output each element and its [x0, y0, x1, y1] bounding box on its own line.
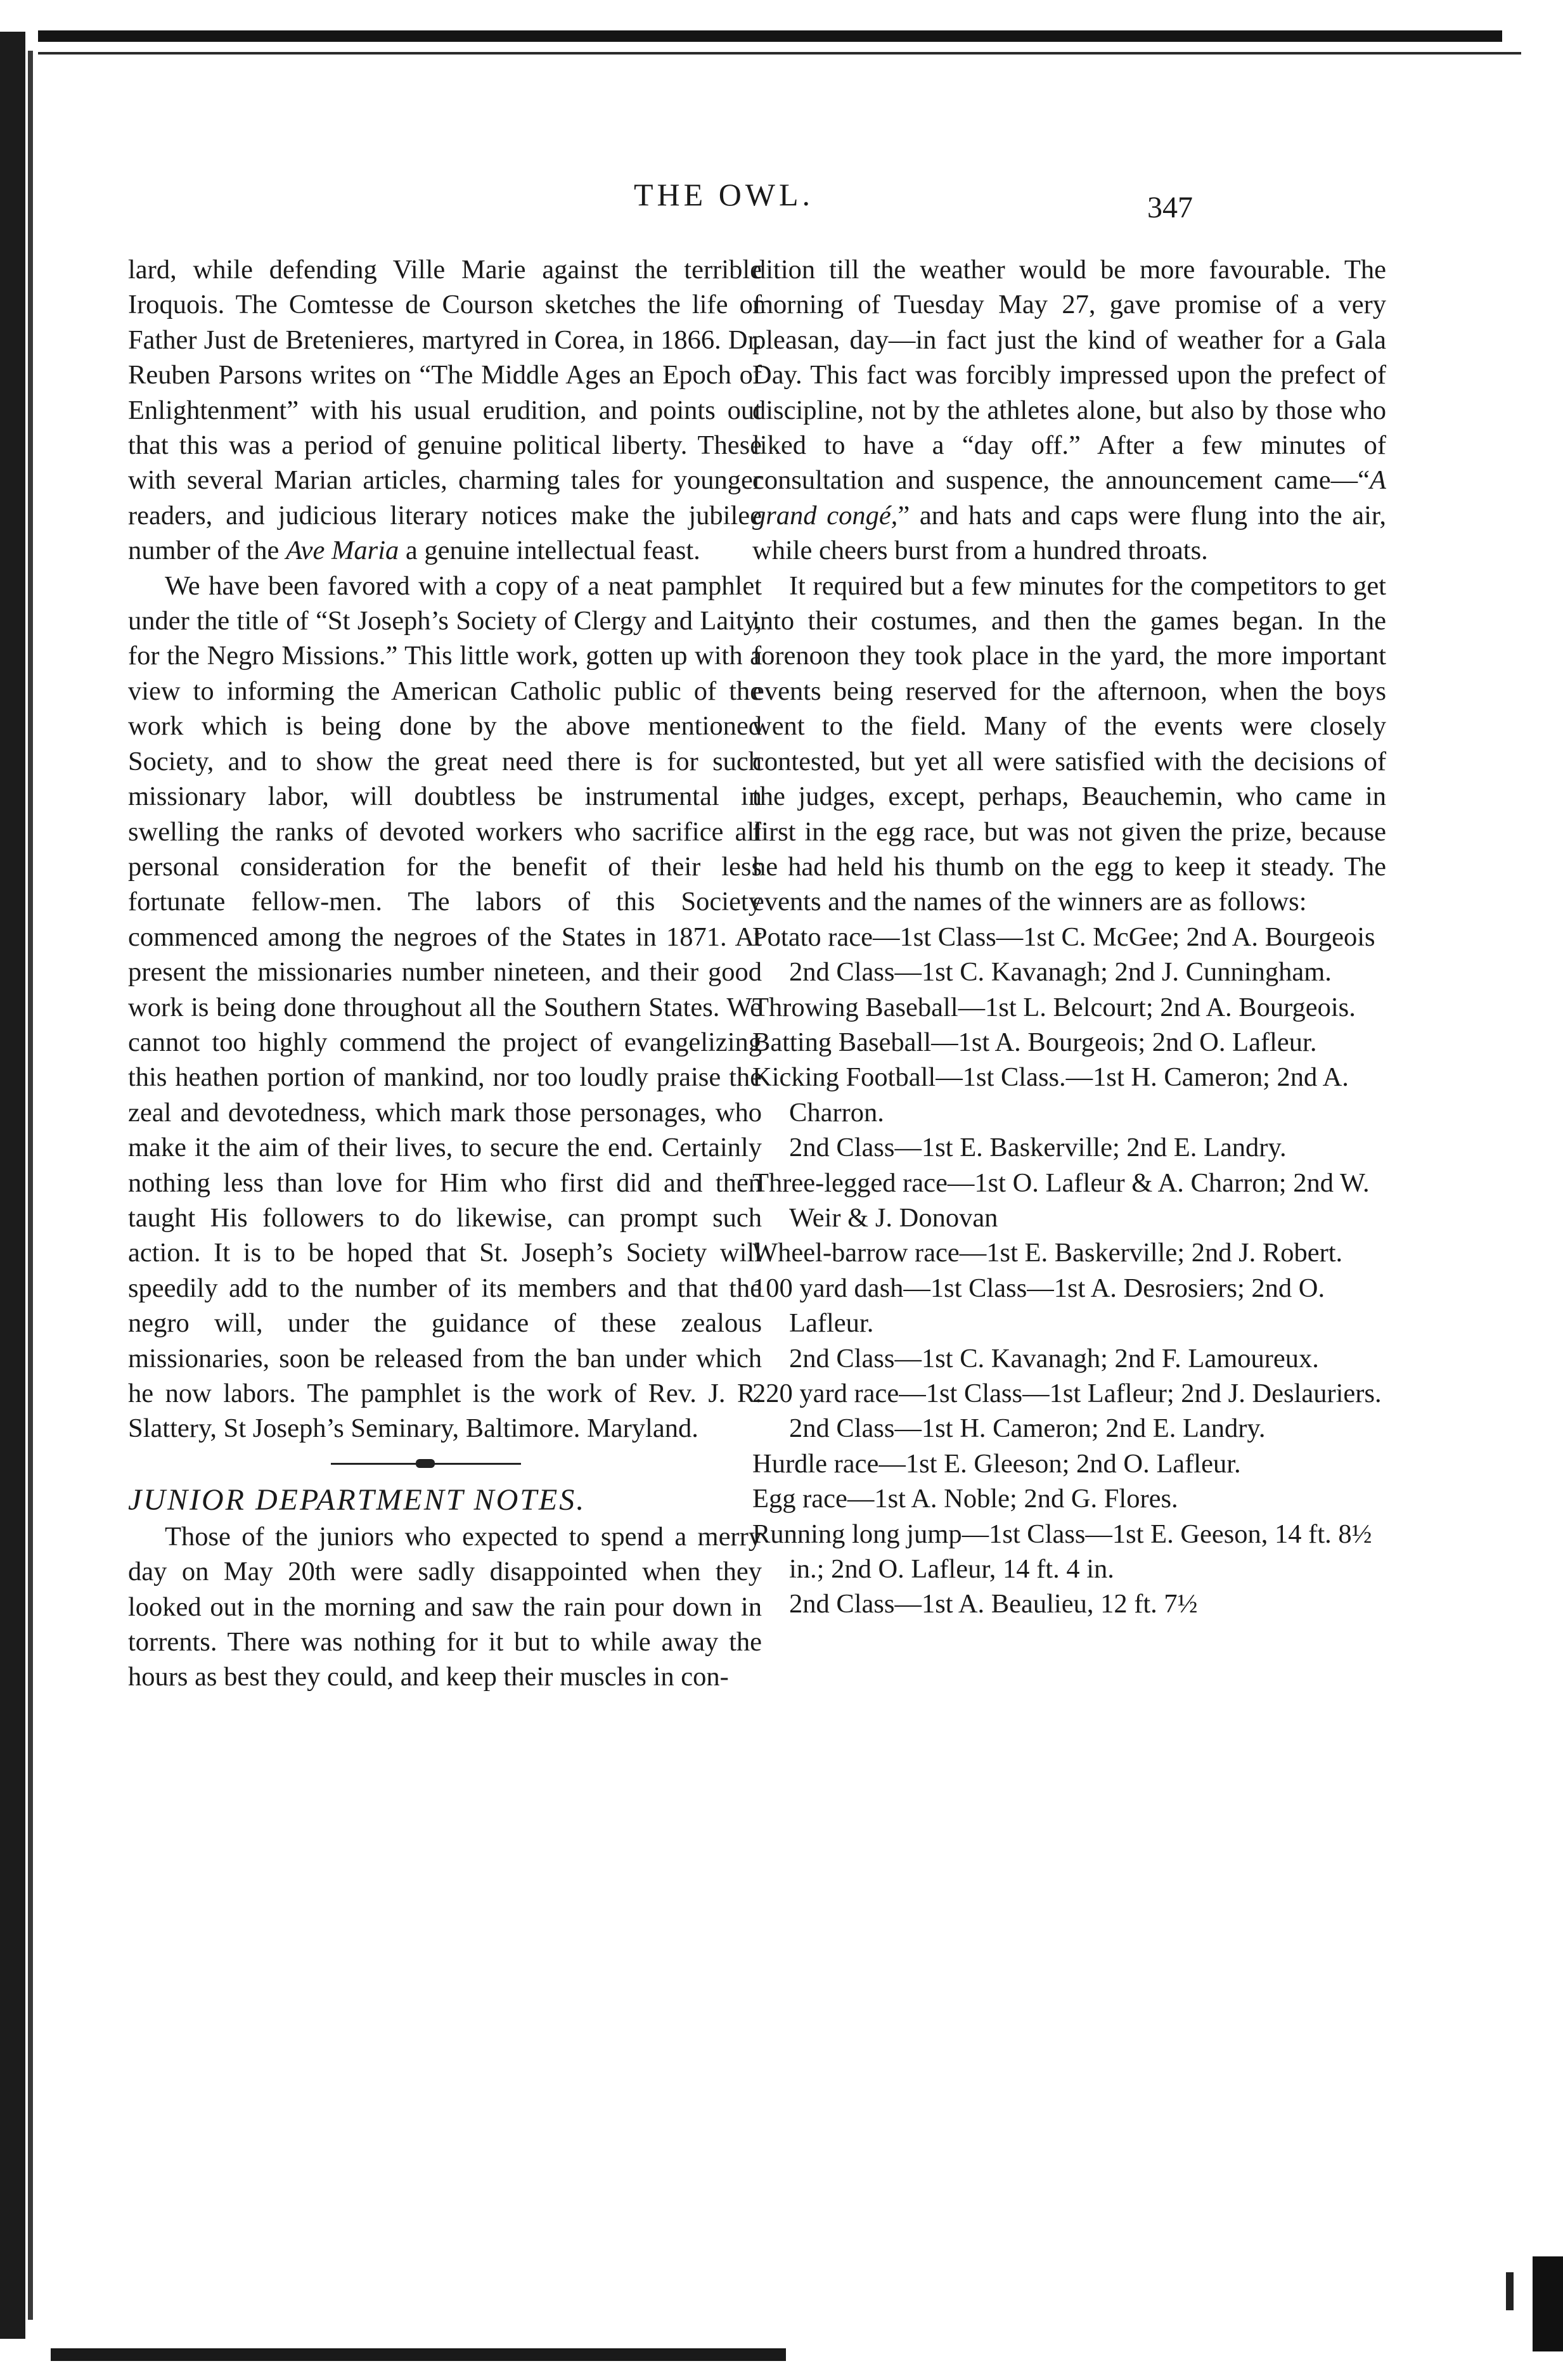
separator-ornament: [416, 1459, 435, 1468]
paragraph-st-joseph-society: We have been favored with a copy of a neat pamphlet under the title of “St Joseph’s Society of Clergy and Laity, for the Negro Missions.” This little work, gotten up with a view to informing the American Catholic public of the work which is being done by the above mentioned Society, and to show the great need there is for such missionary labor, will doubtless be instrumental in swelling the ranks of devoted workers who sacrifice all personal consideration for the benefit of their less fortunate fellow-men. The labors of this Society commenced among the negroes of the States in 1871. At present the missionaries number nineteen, and their good work is being done throughout all the Southern States. We cannot too highly commend the project of evangelizing this heathen portion of mankind, nor too loudly praise the zeal and devotedness, which mark those personages, who make it the aim of their lives, to secure the end. Certainly nothing less than love for Him who first did and then taught His followers to do likewise, can prompt such action. It is to be hoped that St. Joseph’s Society will speedily add to the number of its members and that the negro will, under the guidance of these zealous missionaries, soon be released from the ban under which he now labors. The pamphlet is the work of Rev. J. R. Slattery, St Joseph’s Seminary, Baltimore. Maryland.: [128, 570, 762, 1444]
scan-rule-top: [38, 30, 1502, 42]
page-number: 347: [1147, 191, 1193, 224]
result-entry: Batting Baseball—1st A. Bourgeois; 2nd O. Lafleur.: [752, 1027, 1317, 1057]
page-header: [634, 176, 1065, 227]
paragraph-games: It required but a few minutes for the competitors to get into their costumes, and then the games began. In the forenoon they took place in the yard, the more important events being reserved for the afternoon, when the boys went to the field. Many of the events were closely contested, but yet all were satisfied with the decisions of the judges, except, perhaps, Beauchemin, who came in first in the egg race, but was not given the prize, because he had held his thumb on the egg to keep it steady. The events and the names of the winners are as follows:: [752, 570, 1386, 917]
result-entry: Throwing Baseball—1st L. Belcourt; 2nd A. Bourgeois.: [752, 992, 1356, 1022]
result-entry: 2nd Class—1st C. Kavanagh; 2nd F. Lamoureux.: [789, 1343, 1319, 1373]
paragraph-text-tail: a genuine intellectual feast.: [399, 536, 700, 566]
scan-rule-top-thin: [38, 52, 1521, 55]
result-entry: 2nd Class—1st C. Kavanagh; 2nd J. Cunningham.: [789, 957, 1332, 987]
right-column: [752, 252, 1386, 1622]
results-list: [752, 920, 1386, 1622]
result-entry: Three-legged race—1st O. Lafleur & A. Charron; 2nd W. Weir & J. Donovan: [752, 1167, 1370, 1233]
result-entry: Running long jump—1st Class—1st E. Geeson, 14 ft. 8½ in.; 2nd O. Lafleur, 14 ft. 4 in.: [752, 1519, 1372, 1585]
result-entry: 2nd Class—1st H. Cameron; 2nd E. Landry.: [789, 1413, 1266, 1444]
left-column: [128, 252, 762, 1695]
result-entry: 100 yard dash—1st Class—1st A. Desrosiers; 2nd O. Lafleur.: [752, 1273, 1325, 1339]
scan-edge-left: [0, 32, 25, 2339]
paragraph-junior-notes: Those of the juniors who expected to spend a merry day on May 20th were sadly disappointed when they looked out in the morning and saw the rain pour down in torrents. There was nothing for it but to while away the hours as best they could, and keep their muscles in con-: [128, 1521, 762, 1692]
result-entry: Hurdle race—1st E. Gleeson; 2nd O. Lafleur.: [752, 1448, 1241, 1479]
result-entry: Kicking Football—1st Class.—1st H. Cameron; 2nd A. Charron.: [752, 1062, 1349, 1128]
paragraph-ave-maria-review: [128, 252, 762, 569]
result-entry: Wheel-barrow race—1st E. Baskerville; 2nd J. Robert.: [752, 1238, 1343, 1268]
result-entry: 2nd Class—1st E. Baskerville; 2nd E. Landry.: [789, 1133, 1287, 1163]
paragraph-text: dition till the weather would be more favourable. The morning of Tuesday May 27, gave promise of a very pleasan, day—in fact just the kind of weather for a Gala Day. This fact was forcibly impressed upon the prefect of discipline, not by the athletes alone, but also by those who liked to have a “day off.” After a few minutes of consultation and suspence, the announcement came—“: [752, 255, 1386, 496]
paragraph-text: lard, while defending Ville Marie against the terrible Iroquois. The Comtesse de Courson sketches the life of Father Just de Bretenieres, martyred in Corea, in 1866. Dr. Reuben Parsons writes on “The Middle Ages an Epoch of Enlightenment” with his usual erudition, and points out that this was a period of genuine political liberty. These with several Marian articles, charming tales for younger readers, and judicious literary notices make the jubilee number of the: [128, 255, 762, 566]
result-entry: Egg race—1st A. Noble; 2nd G. Flores.: [752, 1484, 1178, 1514]
section-heading: JUNIOR DEPARTMENT NOTES.: [128, 1483, 586, 1517]
running-title: THE OWL.: [634, 177, 814, 212]
scan-rule-bottom: [51, 2348, 786, 2361]
paragraph-text-tail: ” and hats and caps were flung into the air, while cheers burst from a hundred throats.: [752, 500, 1386, 566]
scan-edge-left-inner: [28, 51, 33, 2320]
result-entry: 220 yard race—1st Class—1st Lafleur; 2nd J. Deslauriers.: [752, 1379, 1382, 1408]
section-separator: [128, 1446, 762, 1481]
publication-title: Ave Maria: [286, 536, 399, 566]
scan-mark-bottom-right-small: [1506, 2272, 1514, 2310]
quoted-phrase: A grand congé,: [752, 465, 1386, 531]
paragraph-gala-day: [752, 252, 1386, 569]
result-entry: 2nd Class—1st A. Beaulieu, 12 ft. 7½: [789, 1589, 1198, 1619]
scan-mark-bottom-right: [1533, 2256, 1563, 2351]
result-entry: Potato race—1st Class—1st C. McGee; 2nd A. Bourgeois: [752, 922, 1375, 952]
